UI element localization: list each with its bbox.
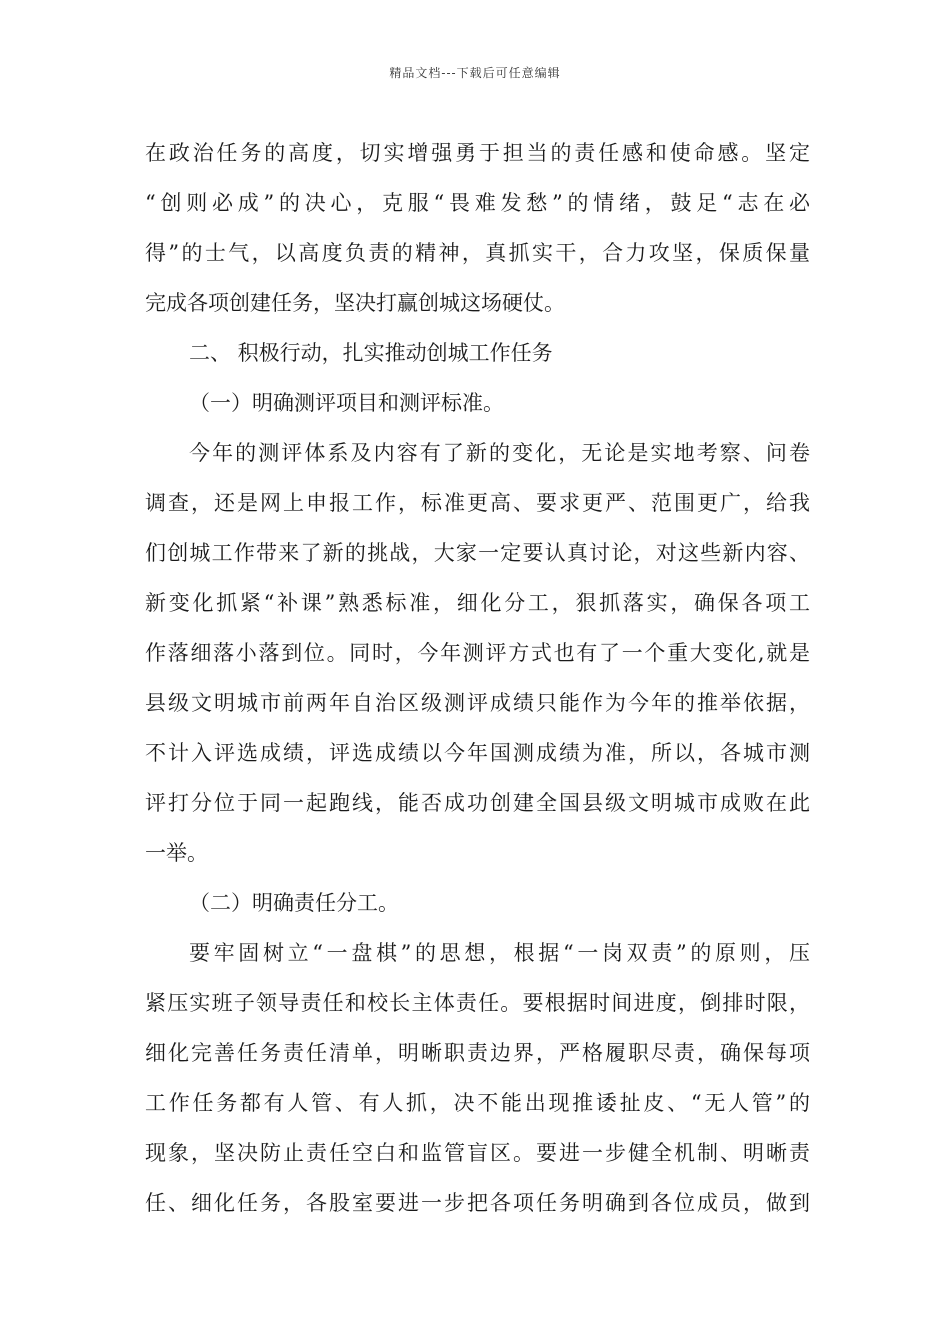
text-line: 调查，还是网上申报工作，标准更高、要求更严、范围更广，给我 <box>145 491 810 515</box>
text-line: 不计入评选成绩，评选成绩以今年国测成绩为准，所以，各城市测 <box>145 741 810 765</box>
text-line: 得”的士气，以高度负责的精神，真抓实干，合力攻坚，保质保量 <box>145 241 810 265</box>
text-line: 今年的测评体系及内容有了新的变化，无论是实地考察、问卷 <box>189 441 810 465</box>
page-header: 精品文档---下载后可任意编辑 <box>389 66 561 80</box>
text-line: 新变化抓紧“补课”熟悉标准，细化分工，狠抓落实，确保各项工 <box>145 591 810 615</box>
text-line: 在政治任务的高度，切实增强勇于担当的责任感和使命感。坚定 <box>145 141 810 165</box>
text-line: 工作任务都有人管、有人抓，决不能出现推诿扯皮、“无人管”的 <box>145 1091 810 1115</box>
text-line: 完成各项创建任务，坚决打赢创城这场硬仗。 <box>145 291 565 315</box>
document-body <box>145 128 810 1228</box>
text-line: 一举。 <box>145 841 208 865</box>
text-line: 们创城工作带来了新的挑战，大家一定要认真讨论，对这些新内容、 <box>145 541 810 565</box>
text-line: （一）明确测评项目和测评标准。 <box>189 391 504 415</box>
text-line: 二、 积极行动，扎实推动创城工作任务 <box>189 341 553 365</box>
text-line: 细化完善任务责任清单，明晰职责边界，严格履职尽责，确保每项 <box>145 1041 810 1065</box>
text-line: “创则必成”的决心，克服“畏难发愁”的情绪，鼓足“志在必 <box>145 191 810 215</box>
text-line: 作落细落小落到位。同时，今年测评方式也有了一个重大变化,就是 <box>145 641 810 665</box>
text-line: 现象，坚决防止责任空白和监管盲区。要进一步健全机制、明晰责 <box>145 1141 810 1165</box>
text-line: 评打分位于同一起跑线，能否成功创建全国县级文明城市成败在此 <box>145 791 810 815</box>
text-line: 任、细化任务，各股室要进一步把各项任务明确到各位成员，做到 <box>145 1191 810 1215</box>
text-line: （二）明确责任分工。 <box>189 891 399 915</box>
text-line: 要牢固树立“一盘棋”的思想，根据“一岗双责”的原则，压 <box>189 941 810 965</box>
text-line: 紧压实班子领导责任和校长主体责任。要根据时间进度，倒排时限， <box>145 991 810 1015</box>
text-line: 县级文明城市前两年自治区级测评成绩只能作为今年的推举依据， <box>145 691 810 715</box>
